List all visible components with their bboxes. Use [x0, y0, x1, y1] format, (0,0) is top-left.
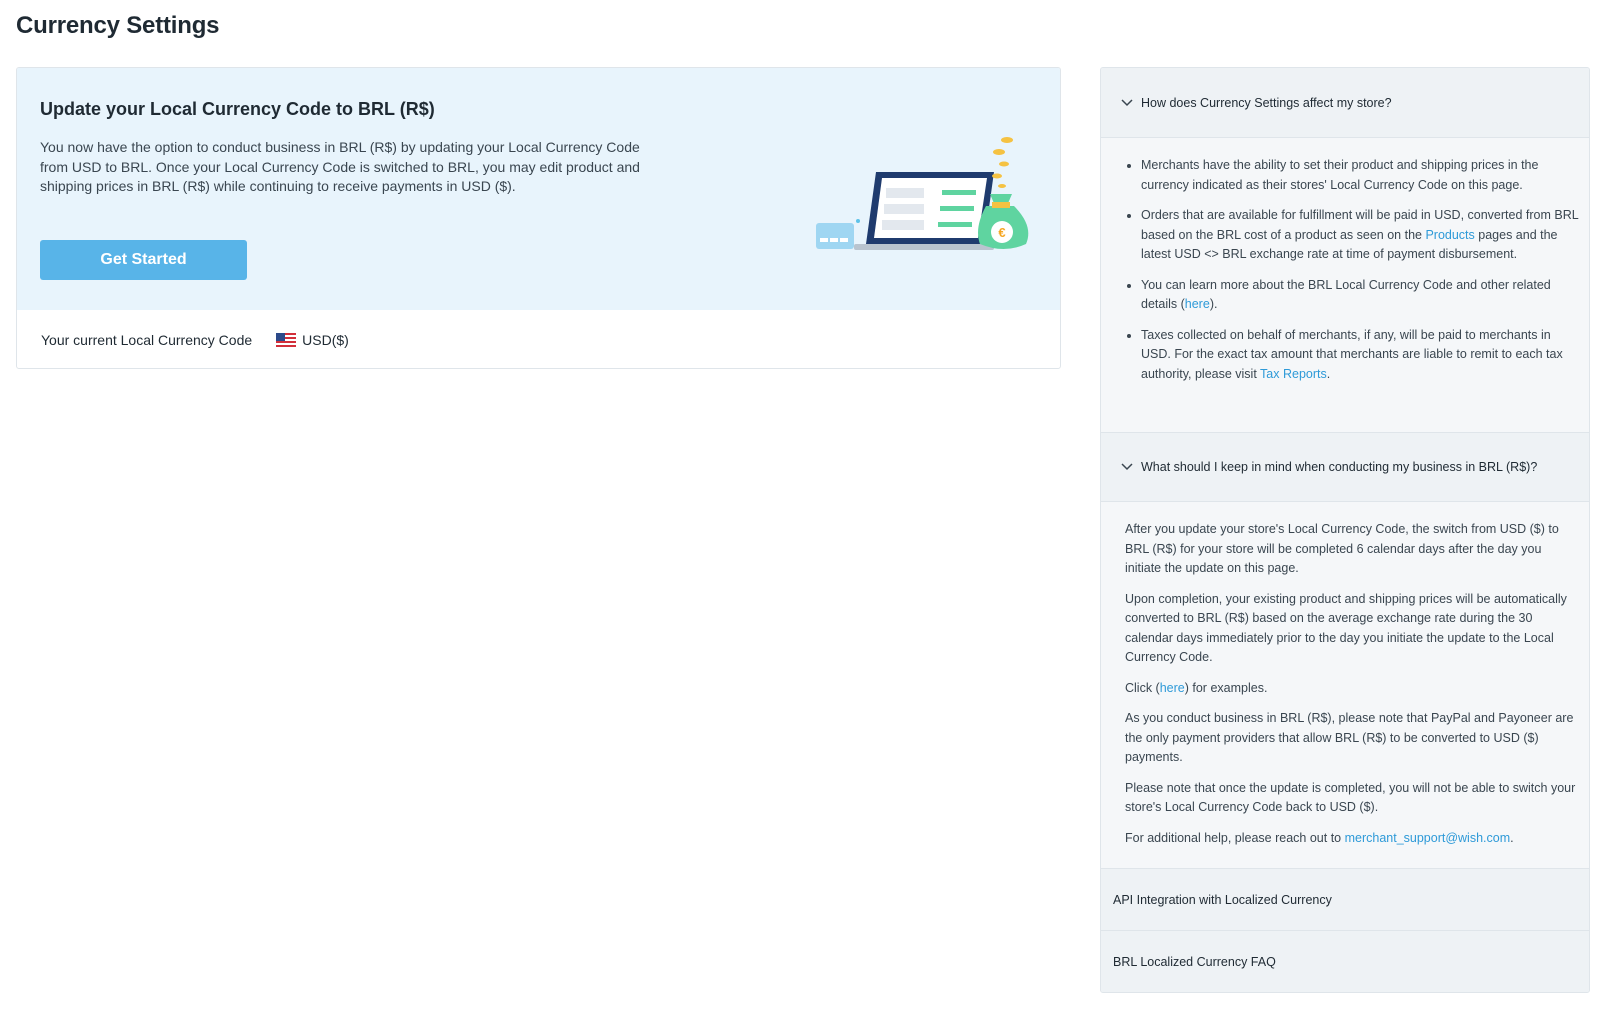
support-email-link[interactable]: merchant_support@wish.com [1344, 830, 1511, 845]
get-started-button[interactable]: Get Started [40, 240, 247, 280]
laptop-money-illustration [814, 128, 1039, 258]
faq-panel [1100, 67, 1590, 993]
faq-brl-currency-faq[interactable] [1101, 930, 1589, 992]
svg-text:€: € [998, 225, 1006, 240]
current-currency-row [17, 310, 1060, 369]
faq-answer-brl-considerations [1101, 520, 1589, 859]
list-item: You can learn more about the BRL Local Currency Code and other related details (here). [1141, 276, 1579, 315]
faq-paragraph: Please note that once the update is completed, you will not be able to switch your store's Local Currency Code back to USD ($). [1125, 780, 1576, 814]
list-item: Orders that are available for fulfillment will be paid in USD, converted from BRL based on the BRL cost of a product as seen on the Products pages and the latest USD <> BRL exchange rate at time of payment disbursement. [1141, 206, 1579, 265]
tax-reports-link[interactable]: Tax Reports [1260, 366, 1327, 381]
page-title: Currency Settings [16, 12, 220, 39]
faq-api-integration[interactable] [1101, 868, 1589, 930]
promo-banner [17, 68, 1060, 310]
us-flag-icon [276, 333, 296, 347]
examples-link[interactable]: here [1159, 680, 1185, 695]
current-currency-label: Your current Local Currency Code [41, 332, 253, 348]
faq-paragraph: Click (here) for examples. [1125, 680, 1268, 695]
faq-question-brl-considerations[interactable] [1101, 432, 1589, 502]
current-currency-value: USD($) [302, 332, 349, 348]
faq-question-label: How does Currency Settings affect my store? [1141, 95, 1392, 110]
list-item: Merchants have the ability to set their product and shipping prices in the currency indicated as their stores' Local Currency Code on this page. [1141, 156, 1579, 195]
faq-section-label: BRL Localized Currency FAQ [1113, 954, 1276, 969]
faq-question-label: What should I keep in mind when conducting my business in BRL (R$)? [1141, 460, 1538, 474]
faq-section-label: API Integration with Localized Currency [1113, 892, 1332, 907]
faq-paragraph: After you update your store's Local Currency Code, the switch from USD ($) to BRL (R$) for your store will be completed 6 calendar days after the day you initiate the update on this page. [1125, 522, 1559, 575]
promo-title: Update your Local Currency Code to BRL (R$) [40, 99, 435, 119]
faq-paragraph: For additional help, please reach out to merchant_support@wish.com. [1125, 830, 1514, 845]
currency-details-link[interactable]: here [1184, 297, 1210, 311]
faq-question-store-impact[interactable] [1101, 68, 1589, 138]
chevron-down-icon [1121, 460, 1133, 474]
products-link[interactable]: Products [1425, 227, 1475, 242]
currency-card [16, 67, 1061, 369]
list-item: Taxes collected on behalf of merchants, if any, will be paid to merchants in USD. For the exact tax amount that merchants are liable to remit to each tax authority, please visit Tax Reports. [1141, 326, 1579, 385]
promo-description: You now have the option to conduct business in BRL (R$) by updating your Local Currency Code from USD to BRL. Once your Local Currency Code is switched to BRL, you may edit product and shipping prices in BRL (R$) while continuing to receive payments in USD ($). [40, 139, 640, 194]
faq-paragraph: As you conduct business in BRL (R$), please note that PayPal and Payoneer are the only payment providers that allow BRL (R$) to be converted to USD ($) payments. [1125, 711, 1574, 764]
faq-paragraph: Upon completion, your existing product and shipping prices will be automatically converted to BRL (R$) based on the average exchange rate during the 30 calendar days immediately prior to the day you initiate the update to the Local Currency Code. [1125, 591, 1567, 664]
faq-answer-store-impact [1101, 156, 1589, 395]
chevron-down-icon [1121, 96, 1133, 110]
